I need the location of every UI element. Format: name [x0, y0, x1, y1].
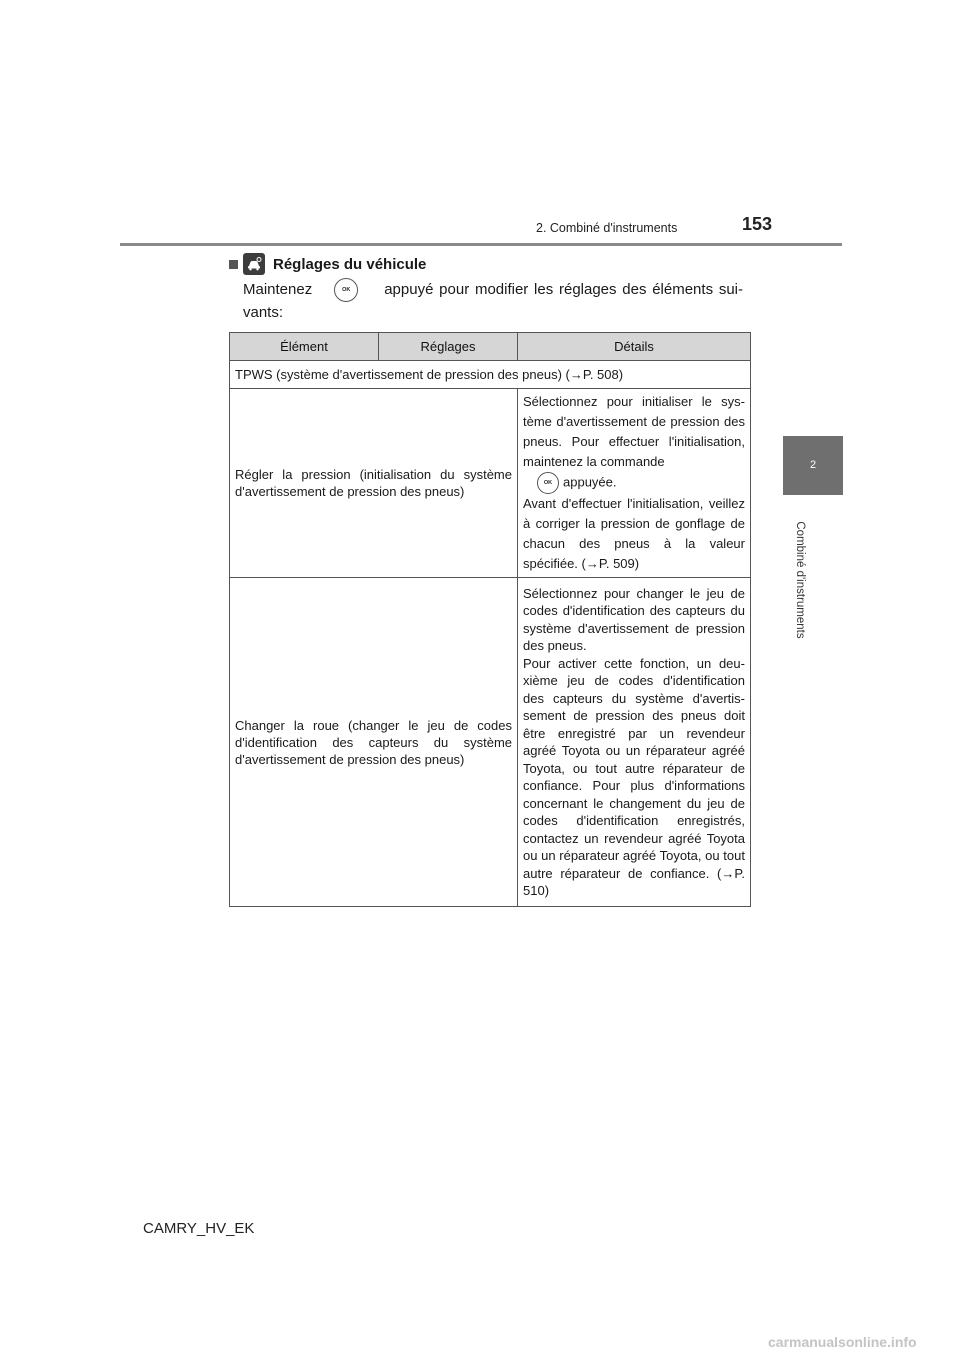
section-title-text: Réglages du véhicule — [273, 255, 427, 273]
header-element: Élément — [230, 333, 379, 361]
table-row — [230, 361, 751, 389]
tpws-row-label: TPWS (système d'avertissement de pression des pneus) (→P. 508) — [230, 361, 751, 389]
details-cell — [518, 578, 751, 907]
header-rule — [120, 243, 842, 246]
details-text: appuyée. — [563, 474, 617, 490]
intro-text-before: Maintenez — [243, 281, 313, 298]
page-number: 153 — [742, 214, 773, 234]
element-cell: Changer la roue (changer le jeu de codes d'identification des capteurs du système d'avertissement de pression des pneus) — [230, 578, 518, 907]
intro-paragraph — [243, 278, 743, 324]
details-text: Pour activer cette fonction, un deuxième jeu de codes d'identification des capteurs du système d'avertissement de pression des pneus doit être enregistré par un revendeur agréé Toyota ou un réparateur agréé Toyota, ou tout autre réparateur de confiance. Pour plus d'informations concernant le changement du jeu de codes d'identification enregistrés, contactez un revendeur agréé Toyota ou un réparateur agréé Toyota, ou tout autre réparateur de confiance. (→P. 510) — [523, 655, 745, 898]
watermark-text: carmanualsonline.info — [768, 1334, 917, 1350]
details-text: Sélectionnez pour initialiser le système d'avertissement de pression des pneus. Pour effectuer l'initialisation, maintenez la commande — [523, 394, 745, 469]
intro-text-line2: vants: — [243, 304, 284, 321]
details-text: Avant d'effectuer l'initialisation, veillez à corriger la pression de gonflage de chacun des pneus à la valeur spécifiée. (→P. 509) — [523, 496, 745, 571]
ok-button-icon: OK — [334, 278, 358, 302]
section-header-label: 2. Combiné d'instruments — [536, 221, 678, 235]
square-bullet-icon — [229, 260, 238, 269]
intro-text-after: appuyé pour modifier les réglages des éléments sui- — [384, 281, 743, 298]
chapter-tab: 2 — [783, 436, 843, 495]
chapter-tab-label: Combiné d'instruments — [794, 521, 806, 639]
table-row — [230, 578, 751, 907]
vehicle-settings-icon — [243, 253, 265, 275]
ok-button-icon: OK — [537, 472, 559, 494]
footer-model-code: CAMRY_HV_EK — [143, 1220, 255, 1237]
header-settings: Réglages — [379, 333, 518, 361]
element-cell: Régler la pression (initialisation du système d'avertissement de pression des pneus) — [230, 389, 518, 578]
table-row — [230, 389, 751, 578]
details-text: Sélectionnez pour changer le jeu de codes d'identification des capteurs du système d'avertissement de pression des pneus. — [523, 585, 745, 653]
settings-table — [229, 332, 751, 907]
header-details: Détails — [518, 333, 751, 361]
table-header-row — [230, 333, 751, 361]
details-cell — [518, 389, 751, 578]
section-title — [229, 253, 426, 275]
